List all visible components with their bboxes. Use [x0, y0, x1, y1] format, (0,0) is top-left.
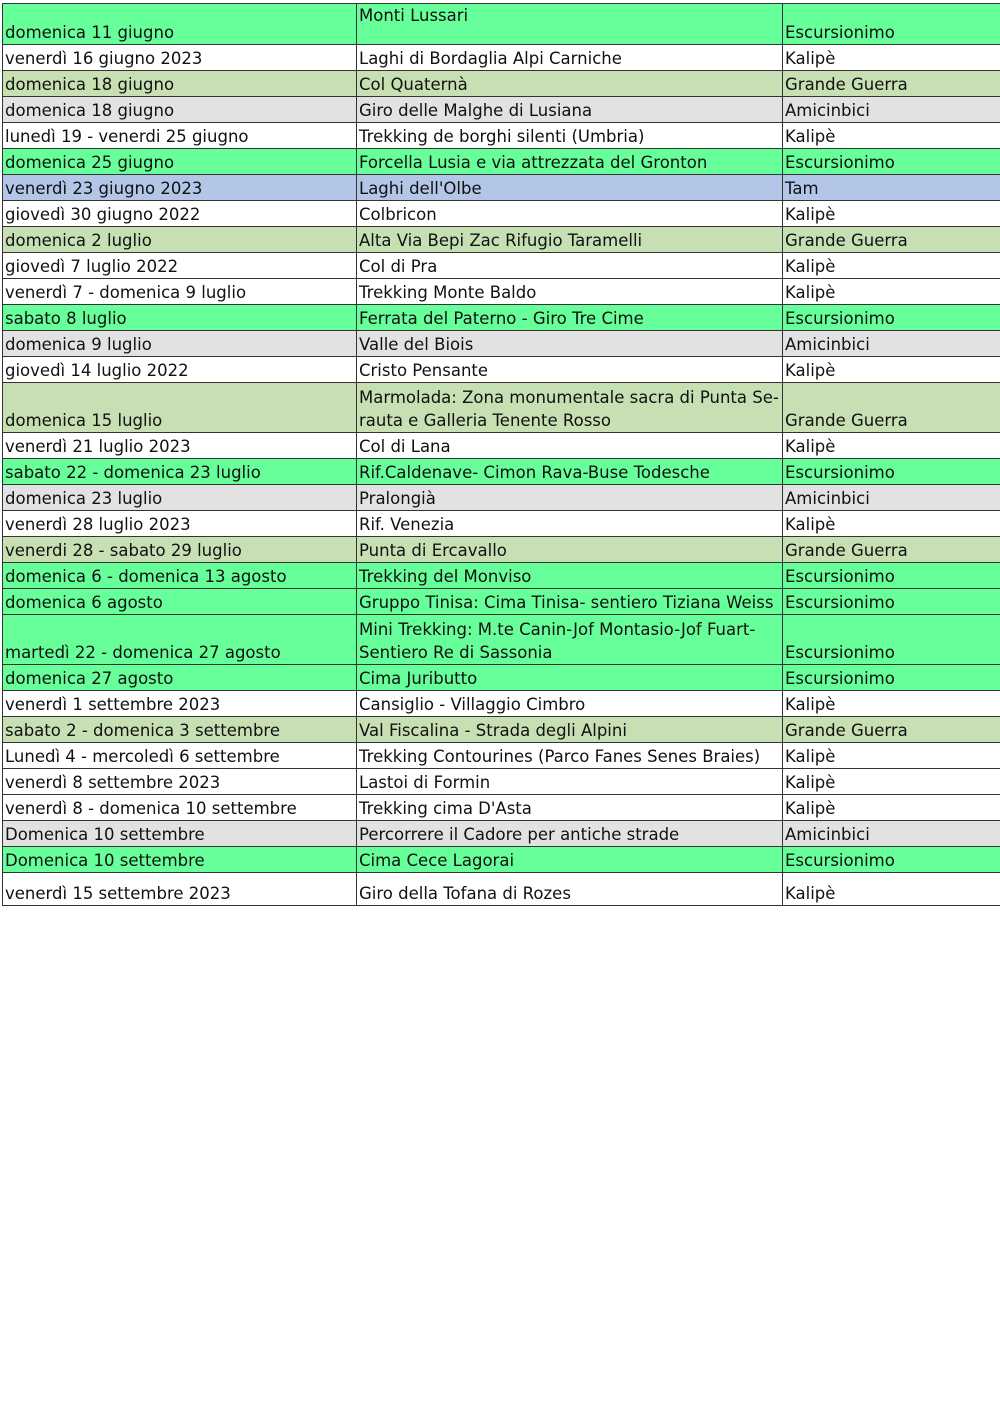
event-cell: Laghi dell'Olbe [357, 175, 783, 201]
event-cell: Marmolada: Zona monumentale sacra di Punta Se-rauta e Galleria Tenente Rosso [357, 383, 783, 433]
date-cell: venerdì 23 giugno 2023 [3, 175, 357, 201]
event-cell: Cima Juributto [357, 665, 783, 691]
organizer-cell: Escursionimo [783, 305, 1000, 331]
organizer-cell: Tam [783, 175, 1000, 201]
organizer-cell: Kalipè [783, 433, 1000, 459]
organizer-cell: Grande Guerra [783, 227, 1000, 253]
table-row [3, 383, 1000, 433]
event-cell: Val Fiscalina - Strada degli Alpini [357, 717, 783, 743]
date-cell: venerdì 21 luglio 2023 [3, 433, 357, 459]
organizer-cell: Grande Guerra [783, 717, 1000, 743]
organizer-cell: Escursionimo [783, 615, 1000, 665]
event-cell: Valle del Biois [357, 331, 783, 357]
event-cell: Cansiglio - Villaggio Cimbro [357, 691, 783, 717]
date-cell: martedì 22 - domenica 27 agosto [3, 615, 357, 665]
organizer-cell: Kalipè [783, 123, 1000, 149]
organizer-cell: Grande Guerra [783, 537, 1000, 563]
date-cell: domenica 23 luglio [3, 485, 357, 511]
date-cell: venerdì 16 giugno 2023 [3, 45, 357, 71]
date-cell: venerdi 28 - sabato 29 luglio [3, 537, 357, 563]
organizer-cell: Grande Guerra [783, 71, 1000, 97]
date-cell: domenica 25 giugno [3, 149, 357, 175]
organizer-cell: Kalipè [783, 279, 1000, 305]
event-cell: Laghi di Bordaglia Alpi Carniche [357, 45, 783, 71]
organizer-cell: Kalipè [783, 795, 1000, 821]
date-cell: giovedì 14 luglio 2022 [3, 357, 357, 383]
organizer-cell: Amicinbici [783, 331, 1000, 357]
date-cell: Lunedì 4 - mercoledì 6 settembre [3, 743, 357, 769]
event-cell: Trekking Contourines (Parco Fanes Senes Braies) [357, 743, 783, 769]
event-cell: Punta di Ercavallo [357, 537, 783, 563]
table-row [3, 97, 1000, 123]
date-cell: venerdì 1 settembre 2023 [3, 691, 357, 717]
organizer-cell: Kalipè [783, 873, 1000, 906]
table-row [3, 433, 1000, 459]
event-cell: Giro delle Malghe di Lusiana [357, 97, 783, 123]
event-cell: Col di Lana [357, 433, 783, 459]
table-row [3, 511, 1000, 537]
date-cell: domenica 2 luglio [3, 227, 357, 253]
date-cell: domenica 11 giugno [3, 4, 357, 45]
table-row [3, 227, 1000, 253]
organizer-cell: Grande Guerra [783, 383, 1000, 433]
organizer-cell: Amicinbici [783, 485, 1000, 511]
table-row [3, 665, 1000, 691]
table-row [3, 873, 1000, 906]
event-cell: Forcella Lusia e via attrezzata del Gronton [357, 149, 783, 175]
organizer-cell: Escursionimo [783, 563, 1000, 589]
event-cell: Alta Via Bepi Zac Rifugio Taramelli [357, 227, 783, 253]
table-row [3, 123, 1000, 149]
date-cell: venerdì 8 - domenica 10 settembre [3, 795, 357, 821]
date-cell: giovedì 7 luglio 2022 [3, 253, 357, 279]
event-cell: Trekking cima D'Asta [357, 795, 783, 821]
organizer-cell: Kalipè [783, 201, 1000, 227]
organizer-cell: Amicinbici [783, 821, 1000, 847]
date-cell: Domenica 10 settembre [3, 821, 357, 847]
event-cell: Colbricon [357, 201, 783, 227]
date-cell: domenica 15 luglio [3, 383, 357, 433]
table-row [3, 149, 1000, 175]
table-row [3, 795, 1000, 821]
date-cell: venerdì 8 settembre 2023 [3, 769, 357, 795]
date-cell: venerdì 7 - domenica 9 luglio [3, 279, 357, 305]
table-row [3, 743, 1000, 769]
event-cell: Gruppo Tinisa: Cima Tinisa- sentiero Tiziana Weiss [357, 589, 783, 615]
date-cell: lunedì 19 - venerdi 25 giugno [3, 123, 357, 149]
event-cell: Percorrere il Cadore per antiche strade [357, 821, 783, 847]
table-row [3, 821, 1000, 847]
table-row [3, 563, 1000, 589]
organizer-cell: Escursionimo [783, 459, 1000, 485]
event-cell: Ferrata del Paterno - Giro Tre Cime [357, 305, 783, 331]
table-row [3, 589, 1000, 615]
organizer-cell: Escursionimo [783, 4, 1000, 45]
table-row [3, 357, 1000, 383]
table-row [3, 717, 1000, 743]
date-cell: venerdì 15 settembre 2023 [3, 873, 357, 906]
table-row [3, 45, 1000, 71]
table-row [3, 459, 1000, 485]
table-row [3, 4, 1000, 45]
table-row [3, 691, 1000, 717]
table-row [3, 175, 1000, 201]
date-cell: domenica 18 giugno [3, 71, 357, 97]
date-cell: venerdì 28 luglio 2023 [3, 511, 357, 537]
organizer-cell: Kalipè [783, 691, 1000, 717]
organizer-cell: Kalipè [783, 769, 1000, 795]
event-cell: Trekking de borghi silenti (Umbria) [357, 123, 783, 149]
organizer-cell: Kalipè [783, 511, 1000, 537]
organizer-cell: Kalipè [783, 45, 1000, 71]
table-row [3, 279, 1000, 305]
table-row [3, 253, 1000, 279]
organizer-cell: Escursionimo [783, 149, 1000, 175]
table-body [3, 4, 1000, 906]
event-cell: Lastoi di Formin [357, 769, 783, 795]
table-row [3, 615, 1000, 665]
date-cell: domenica 6 - domenica 13 agosto [3, 563, 357, 589]
event-cell: Pralongià [357, 485, 783, 511]
event-cell: Rif. Venezia [357, 511, 783, 537]
event-schedule-table [2, 3, 1000, 906]
date-cell: sabato 2 - domenica 3 settembre [3, 717, 357, 743]
event-cell: Cima Cece Lagorai [357, 847, 783, 873]
organizer-cell: Kalipè [783, 357, 1000, 383]
date-cell: domenica 9 luglio [3, 331, 357, 357]
date-cell: domenica 6 agosto [3, 589, 357, 615]
event-cell: Giro della Tofana di Rozes [357, 873, 783, 906]
date-cell: domenica 18 giugno [3, 97, 357, 123]
date-cell: domenica 27 agosto [3, 665, 357, 691]
event-cell: Col di Pra [357, 253, 783, 279]
table-row [3, 71, 1000, 97]
table-row [3, 305, 1000, 331]
date-cell: sabato 8 luglio [3, 305, 357, 331]
event-cell: Trekking Monte Baldo [357, 279, 783, 305]
organizer-cell: Kalipè [783, 253, 1000, 279]
organizer-cell: Kalipè [783, 743, 1000, 769]
event-cell: Mini Trekking: M.te Canin-Jof Montasio-Jof Fuart-Sentiero Re di Sassonia [357, 615, 783, 665]
date-cell: sabato 22 - domenica 23 luglio [3, 459, 357, 485]
date-cell: Domenica 10 settembre [3, 847, 357, 873]
date-cell: giovedì 30 giugno 2022 [3, 201, 357, 227]
organizer-cell: Escursionimo [783, 847, 1000, 873]
table-row [3, 485, 1000, 511]
table-row [3, 537, 1000, 563]
organizer-cell: Escursionimo [783, 589, 1000, 615]
event-cell: Monti Lussari [357, 4, 783, 45]
table-row [3, 769, 1000, 795]
event-cell: Col Quaternà [357, 71, 783, 97]
event-cell: Cristo Pensante [357, 357, 783, 383]
organizer-cell: Amicinbici [783, 97, 1000, 123]
event-cell: Trekking del Monviso [357, 563, 783, 589]
table-row [3, 331, 1000, 357]
event-cell: Rif.Caldenave- Cimon Rava-Buse Todesche [357, 459, 783, 485]
organizer-cell: Escursionimo [783, 665, 1000, 691]
table-row [3, 201, 1000, 227]
table-row [3, 847, 1000, 873]
